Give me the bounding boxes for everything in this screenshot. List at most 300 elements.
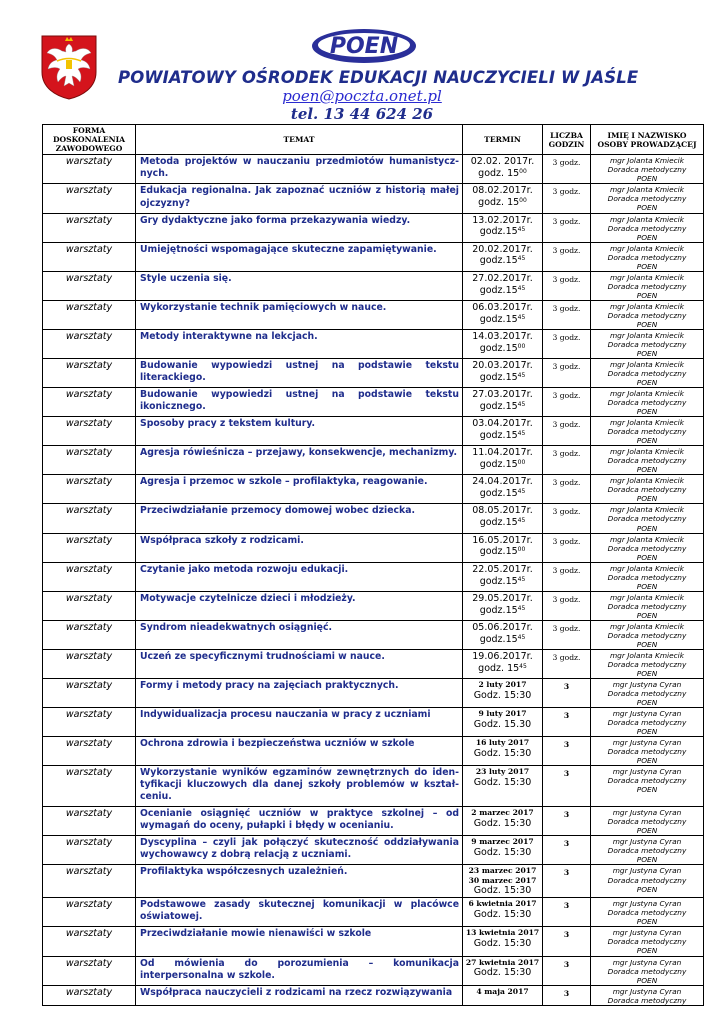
- leader-line: mgr Jolanta Kmiecik: [609, 621, 685, 631]
- leader-line: POEN: [636, 639, 658, 649]
- cell-termin: [463, 562, 543, 591]
- term-time-text: godz. 15: [478, 168, 520, 180]
- table-row: [43, 184, 704, 213]
- cell-forma: warsztaty: [43, 533, 136, 562]
- term-time-text: godz.15: [479, 400, 518, 412]
- cell-temat: Od mówienia do porozumienia – komunikacja interpersonalna w szkole.: [136, 956, 463, 985]
- term-time-text: godz. 15: [478, 662, 520, 674]
- cell-forma: warsztaty: [43, 213, 136, 242]
- cell-forma: warsztaty: [43, 184, 136, 213]
- cell-temat: Profilaktyka współczesnych uzależnień.: [136, 865, 463, 898]
- leader-line: mgr Justyna Cyran: [612, 899, 682, 909]
- term-time: [478, 168, 527, 179]
- term-time-text: godz.15: [479, 575, 518, 587]
- term-time: [480, 546, 526, 557]
- term-time-minutes: 45: [517, 575, 526, 583]
- cell-liczba-godzin: 3 godz.: [543, 329, 591, 358]
- cell-osoba-prowadzaca: [591, 898, 704, 927]
- cell-termin: [463, 649, 543, 678]
- leader-line: mgr Jolanta Kmiecik: [609, 156, 685, 166]
- leader-line: POEN: [636, 785, 658, 795]
- leader-line: Doradca metodyczny: [607, 966, 687, 976]
- term-time-text: Godz. 15:30: [473, 937, 532, 949]
- term-time-minutes: 45: [517, 284, 526, 292]
- cell-termin: [463, 358, 543, 387]
- cell-liczba-godzin: 3 godz.: [543, 388, 591, 417]
- term-date: 03.04.2017r.: [472, 418, 533, 430]
- cell-liczba-godzin: 3 godz.: [543, 649, 591, 678]
- term-time: [480, 226, 526, 237]
- cell-temat: Syndrom nieadekwatnych osiągnięć.: [136, 620, 463, 649]
- leader-line: POEN: [636, 261, 658, 271]
- term-time: [474, 818, 532, 829]
- leader-line: mgr Jolanta Kmiecik: [609, 505, 685, 515]
- cell-termin: [463, 271, 543, 300]
- cell-liczba-godzin: 3 godz.: [543, 184, 591, 213]
- cell-osoba-prowadzaca: [591, 242, 704, 271]
- cell-temat: Wykorzystanie technik pamięciowych w nauce.: [136, 300, 463, 329]
- term-time-text: Godz. 15:30: [473, 689, 532, 701]
- cell-temat: Sposoby pracy z tekstem kultury.: [136, 417, 463, 446]
- leader-line: mgr Jolanta Kmiecik: [609, 359, 685, 369]
- leader-line: Doradca metodyczny: [607, 252, 687, 262]
- leader-line: POEN: [636, 232, 658, 242]
- leader-line: POEN: [636, 465, 658, 475]
- term-time-text: Godz. 15:30: [473, 747, 532, 759]
- leader-line: mgr Jolanta Kmiecik: [609, 214, 685, 224]
- leader-line: Doradca metodyczny: [607, 572, 687, 582]
- leader-line: mgr Justyna Cyran: [612, 738, 682, 748]
- term-date: 2 marzec 2017: [471, 808, 534, 818]
- leader-line: mgr Jolanta Kmiecik: [609, 447, 685, 457]
- term-time-text: godz.15: [479, 546, 518, 558]
- cell-termin: [463, 927, 543, 956]
- term-date: 23 luty 2017: [475, 767, 530, 777]
- cell-liczba-godzin: 3 godz.: [543, 533, 591, 562]
- cell-osoba-prowadzaca: [591, 591, 704, 620]
- leader-line: POEN: [636, 174, 658, 184]
- leader-line: POEN: [636, 319, 658, 329]
- term-time-text: godz.15: [479, 604, 518, 616]
- term-date: 27 kwietnia 2017: [465, 957, 540, 967]
- term-time-minutes: 00: [519, 168, 527, 176]
- cell-osoba-prowadzaca: [591, 155, 704, 184]
- term-time-text: Godz. 15:30: [473, 776, 532, 788]
- cell-termin: [463, 956, 543, 985]
- cell-liczba-godzin: 3: [543, 865, 591, 898]
- cell-forma: warsztaty: [43, 620, 136, 649]
- term-date: 24.04.2017r.: [472, 476, 533, 488]
- leader-line: Doradca metodyczny: [607, 514, 687, 524]
- cell-termin: [463, 985, 543, 1005]
- leader-line: mgr Justyna Cyran: [612, 866, 682, 876]
- cell-liczba-godzin: 3 godz.: [543, 213, 591, 242]
- cell-temat: Umiejętności wspomagające skuteczne zapamiętywanie.: [136, 242, 463, 271]
- table-row: [43, 898, 704, 927]
- leader-line: Doradca metodyczny: [607, 369, 687, 379]
- leader-line: Doradca metodyczny: [607, 543, 687, 553]
- term-time-text: godz.15: [479, 488, 518, 500]
- table-row: [43, 927, 704, 956]
- cell-forma: warsztaty: [43, 300, 136, 329]
- term-time: [480, 488, 526, 499]
- term-time-minutes: 45: [517, 313, 526, 321]
- term-date: 14.03.2017r.: [472, 330, 533, 342]
- term-time-minutes: 45: [517, 488, 526, 496]
- cell-temat: Czytanie jako metoda rozwoju edukacji.: [136, 562, 463, 591]
- term-time-text: godz.15: [479, 633, 518, 645]
- header-osoby: IMIĘ I NAZWISKO OSOBY PROWADZĄCEJ: [591, 125, 704, 155]
- header-termin: TERMIN: [463, 125, 543, 155]
- cell-osoba-prowadzaca: [591, 807, 704, 836]
- cell-temat: Budowanie wypowiedzi ustnej na podstawie tekstu literackiego.: [136, 358, 463, 387]
- term-time-text: godz.15: [479, 313, 518, 325]
- table-row: [43, 329, 704, 358]
- term-time-minutes: 45: [517, 226, 526, 234]
- term-time-minutes: 45: [517, 400, 526, 408]
- cell-temat: Agresja i przemoc w szkole – profilaktyka, reagowanie.: [136, 475, 463, 504]
- leader-line: mgr Justyna Cyran: [612, 767, 682, 777]
- term-date: 19.06.2017r.: [472, 650, 533, 662]
- leader-line: mgr Justyna Cyran: [612, 680, 682, 690]
- cell-termin: [463, 329, 543, 358]
- cell-forma: warsztaty: [43, 242, 136, 271]
- cell-temat: Formy i metody pracy na zajęciach praktycznych.: [136, 679, 463, 708]
- leader-line: Doradca metodyczny: [607, 601, 687, 611]
- term-date: 13.02.2017r.: [472, 214, 533, 226]
- leader-line: Doradca metodyczny: [607, 165, 687, 175]
- cell-liczba-godzin: 3: [543, 708, 591, 737]
- leader-line: Doradca metodyczny: [607, 427, 687, 437]
- cell-temat: Ochrona zdrowia i bezpieczeństwa uczniów w szkole: [136, 737, 463, 766]
- leader-line: mgr Justyna Cyran: [612, 709, 682, 719]
- term-time: [480, 430, 526, 441]
- cell-temat: Ocenianie osiągnięć uczniów w praktyce szkolnej – od wymagań do oceny, pułapki i błędy w ocenianiu.: [136, 807, 463, 836]
- cell-osoba-prowadzaca: [591, 446, 704, 475]
- header-forma: FORMA DOSKONALENIA ZAWODOWEGO: [43, 125, 136, 155]
- cell-osoba-prowadzaca: [591, 649, 704, 678]
- leader-line: Doradca metodyczny: [607, 689, 687, 699]
- cell-osoba-prowadzaca: [591, 865, 704, 898]
- leader-line: Doradca metodyczny: [607, 875, 687, 885]
- leader-line: Doradca metodyczny: [607, 747, 687, 757]
- table-row: [43, 417, 704, 446]
- term-date: 11.04.2017r.: [472, 447, 533, 459]
- term-time: [480, 517, 526, 528]
- cell-termin: [463, 737, 543, 766]
- term-time: [474, 909, 532, 920]
- cell-liczba-godzin: 3 godz.: [543, 358, 591, 387]
- cell-termin: [463, 417, 543, 446]
- term-date: 2 luty 2017: [478, 680, 527, 690]
- term-date: 05.06.2017r.: [472, 621, 533, 633]
- cell-termin: [463, 388, 543, 417]
- term-time-minutes: 45: [517, 430, 526, 438]
- cell-temat: Metody interaktywne na lekcjach.: [136, 329, 463, 358]
- cell-forma: warsztaty: [43, 836, 136, 865]
- leader-line: mgr Justyna Cyran: [612, 986, 682, 996]
- term-time: [480, 343, 526, 354]
- leader-line: POEN: [636, 756, 658, 766]
- table-row: [43, 446, 704, 475]
- term-time-minutes: 00: [517, 342, 526, 350]
- leader-line: POEN: [636, 698, 658, 708]
- leader-line: POEN: [636, 946, 658, 956]
- document-header: [0, 0, 724, 124]
- leader-line: POEN: [636, 407, 658, 417]
- term-date: 08.02.2017r.: [472, 185, 533, 197]
- leader-line: Doradca metodyczny: [607, 398, 687, 408]
- table-row: [43, 807, 704, 836]
- cell-temat: Budowanie wypowiedzi ustnej na podstawie tekstu ikonicznego.: [136, 388, 463, 417]
- cell-forma: warsztaty: [43, 649, 136, 678]
- term-time-minutes: 45: [517, 604, 526, 612]
- term-date: 30 marzec 2017: [468, 875, 537, 885]
- cell-forma: warsztaty: [43, 766, 136, 807]
- cell-termin: [463, 504, 543, 533]
- term-time-minutes: 45: [517, 371, 526, 379]
- cell-termin: [463, 836, 543, 865]
- term-date: 20.02.2017r.: [472, 243, 533, 255]
- term-date: 6 kwietnia 2017: [468, 899, 537, 909]
- term-time-minutes: 45: [517, 255, 526, 263]
- cell-forma: warsztaty: [43, 807, 136, 836]
- leader-line: Doradca metodyczny: [607, 339, 687, 349]
- table-row: [43, 591, 704, 620]
- cell-termin: [463, 184, 543, 213]
- leader-line: POEN: [636, 203, 658, 213]
- term-date: 06.03.2017r.: [472, 301, 533, 313]
- term-time-text: Godz. 15.30: [473, 718, 532, 730]
- cell-liczba-godzin: 3: [543, 985, 591, 1005]
- term-date: 9 marzec 2017: [471, 837, 534, 847]
- table-row: [43, 300, 704, 329]
- cell-forma: warsztaty: [43, 737, 136, 766]
- cell-forma: warsztaty: [43, 865, 136, 898]
- leader-line: Doradca metodyczny: [607, 456, 687, 466]
- header-liczba-godzin: LICZBA GODZIN: [543, 125, 591, 155]
- term-date: 20.03.2017r.: [472, 359, 533, 371]
- cell-forma: warsztaty: [43, 591, 136, 620]
- cell-termin: [463, 898, 543, 927]
- cell-forma: warsztaty: [43, 504, 136, 533]
- term-time: [480, 285, 526, 296]
- cell-forma: warsztaty: [43, 388, 136, 417]
- table-row: [43, 504, 704, 533]
- cell-osoba-prowadzaca: [591, 620, 704, 649]
- cell-temat: Współpraca nauczycieli z rodzicami na rzecz rozwiązywania: [136, 985, 463, 1005]
- term-time: [474, 885, 532, 896]
- training-schedule-table: [42, 124, 704, 1006]
- cell-liczba-godzin: 3 godz.: [543, 475, 591, 504]
- term-time: [478, 197, 527, 208]
- leader-line: POEN: [636, 436, 658, 446]
- term-time: [474, 777, 532, 788]
- term-time-text: godz.15: [479, 226, 518, 238]
- table-row: [43, 155, 704, 184]
- table-row: [43, 475, 704, 504]
- cell-temat: Uczeń ze specyficznymi trudnościami w nauce.: [136, 649, 463, 678]
- leader-line: POEN: [636, 552, 658, 562]
- cell-termin: [463, 213, 543, 242]
- table-row: [43, 649, 704, 678]
- cell-temat: Agresja rówieśnicza – przejawy, konsekwencje, mechanizmy.: [136, 446, 463, 475]
- table-row: [43, 358, 704, 387]
- poen-logo: [308, 26, 420, 66]
- cell-liczba-godzin: 3 godz.: [543, 242, 591, 271]
- leader-line: mgr Jolanta Kmiecik: [609, 418, 685, 428]
- cell-temat: Style uczenia się.: [136, 271, 463, 300]
- email-link[interactable]: poen@poczta.onet.pl: [282, 87, 442, 105]
- term-date: 16 luty 2017: [475, 738, 530, 748]
- cell-forma: warsztaty: [43, 679, 136, 708]
- institution-name: POWIATOWY OŚRODEK EDUKACJI NAUCZYCIELI W JAŚLE: [118, 68, 639, 87]
- table-header-row: [43, 125, 704, 155]
- cell-liczba-godzin: 3 godz.: [543, 271, 591, 300]
- header-temat: TEMAT: [136, 125, 463, 155]
- term-time: [480, 605, 526, 616]
- term-time: [474, 967, 532, 978]
- table-row: [43, 865, 704, 898]
- cell-forma: warsztaty: [43, 985, 136, 1005]
- leader-line: Doradca metodyczny: [607, 995, 687, 1005]
- table-row: [43, 956, 704, 985]
- leader-line: Doradca metodyczny: [607, 630, 687, 640]
- leader-line: POEN: [636, 523, 658, 533]
- term-time: [474, 748, 532, 759]
- leader-line: POEN: [636, 494, 658, 504]
- leader-line: mgr Justyna Cyran: [612, 808, 682, 818]
- leader-line: mgr Jolanta Kmiecik: [609, 650, 685, 660]
- leader-line: mgr Justyna Cyran: [612, 837, 682, 847]
- leader-line: POEN: [636, 581, 658, 591]
- term-time-text: godz.15: [479, 459, 518, 471]
- cell-forma: warsztaty: [43, 562, 136, 591]
- cell-forma: warsztaty: [43, 271, 136, 300]
- cell-osoba-prowadzaca: [591, 836, 704, 865]
- term-date: 4 maja 2017: [476, 986, 529, 996]
- cell-osoba-prowadzaca: [591, 300, 704, 329]
- leader-line: mgr Jolanta Kmiecik: [609, 272, 685, 282]
- cell-liczba-godzin: 3 godz.: [543, 446, 591, 475]
- term-time-text: Godz. 15:30: [473, 908, 532, 920]
- cell-liczba-godzin: 3 godz.: [543, 591, 591, 620]
- term-time-minutes: 00: [517, 459, 526, 467]
- term-time: [474, 690, 532, 701]
- leader-line: POEN: [636, 290, 658, 300]
- cell-liczba-godzin: 3 godz.: [543, 562, 591, 591]
- term-time: [474, 719, 531, 730]
- cell-liczba-godzin: 3: [543, 927, 591, 956]
- cell-osoba-prowadzaca: [591, 417, 704, 446]
- leader-line: Doradca metodyczny: [607, 817, 687, 827]
- term-date: 9 luty 2017: [478, 709, 527, 719]
- cell-forma: warsztaty: [43, 329, 136, 358]
- cell-termin: [463, 766, 543, 807]
- cell-forma: warsztaty: [43, 446, 136, 475]
- cell-temat: Współpraca szkoły z rodzicami.: [136, 533, 463, 562]
- cell-osoba-prowadzaca: [591, 766, 704, 807]
- term-time-minutes: 45: [517, 517, 526, 525]
- cell-osoba-prowadzaca: [591, 504, 704, 533]
- term-date: 27.02.2017r.: [472, 272, 533, 284]
- leader-line: POEN: [636, 668, 658, 678]
- leader-line: POEN: [636, 610, 658, 620]
- table-row: [43, 620, 704, 649]
- term-time-text: Godz. 15:30: [473, 885, 532, 897]
- cell-osoba-prowadzaca: [591, 956, 704, 985]
- term-time: [480, 401, 526, 412]
- svg-text:POEN: POEN: [329, 34, 399, 59]
- table-row: [43, 533, 704, 562]
- table-row: [43, 985, 704, 1005]
- table-row: [43, 836, 704, 865]
- term-time: [480, 576, 526, 587]
- term-time: [480, 459, 526, 470]
- cell-temat: Przeciwdziałanie przemocy domowej wobec dziecka.: [136, 504, 463, 533]
- term-date: 02.02. 2017r.: [470, 156, 535, 168]
- term-date: 22.05.2017r.: [472, 563, 533, 575]
- leader-line: Doradca metodyczny: [607, 776, 687, 786]
- cell-termin: [463, 446, 543, 475]
- leader-line: mgr Jolanta Kmiecik: [609, 592, 685, 602]
- leader-line: Doradca metodyczny: [607, 846, 687, 856]
- leader-line: Doradca metodyczny: [607, 223, 687, 233]
- cell-termin: [463, 533, 543, 562]
- cell-liczba-godzin: 3: [543, 679, 591, 708]
- cell-liczba-godzin: 3 godz.: [543, 300, 591, 329]
- cell-termin: [463, 620, 543, 649]
- table-row: [43, 242, 704, 271]
- cell-termin: [463, 300, 543, 329]
- leader-line: POEN: [636, 917, 658, 927]
- cell-forma: warsztaty: [43, 155, 136, 184]
- term-date: 23 marzec 2017: [468, 866, 537, 876]
- leader-line: mgr Jolanta Kmiecik: [609, 301, 685, 311]
- cell-termin: [463, 475, 543, 504]
- cell-temat: Wykorzystanie wyników egzaminów zewnętrznych do iden-tyfikacji kluczowych dla danej szkoły problemów w kształ-ceniu.: [136, 766, 463, 807]
- cell-termin: [463, 679, 543, 708]
- term-date: 29.05.2017r.: [472, 592, 533, 604]
- term-date: 13 kwietnia 2017: [465, 928, 540, 938]
- cell-osoba-prowadzaca: [591, 388, 704, 417]
- cell-forma: warsztaty: [43, 475, 136, 504]
- term-time-minutes: 00: [517, 546, 526, 554]
- leader-line: POEN: [636, 378, 658, 388]
- table-row: [43, 708, 704, 737]
- cell-liczba-godzin: 3 godz.: [543, 417, 591, 446]
- term-time-minutes: 45: [517, 633, 526, 641]
- leader-line: mgr Jolanta Kmiecik: [609, 185, 685, 195]
- cell-forma: warsztaty: [43, 358, 136, 387]
- leader-line: POEN: [636, 855, 658, 865]
- leader-line: POEN: [636, 727, 658, 737]
- cell-termin: [463, 591, 543, 620]
- cell-forma: warsztaty: [43, 898, 136, 927]
- cell-termin: [463, 865, 543, 898]
- table-row: [43, 562, 704, 591]
- cell-forma: warsztaty: [43, 417, 136, 446]
- cell-liczba-godzin: 3 godz.: [543, 620, 591, 649]
- leader-line: mgr Jolanta Kmiecik: [609, 563, 685, 573]
- leader-line: Doradca metodyczny: [607, 908, 687, 918]
- leader-line: Doradca metodyczny: [607, 194, 687, 204]
- cell-liczba-godzin: 3: [543, 737, 591, 766]
- cell-osoba-prowadzaca: [591, 184, 704, 213]
- cell-liczba-godzin: 3 godz.: [543, 155, 591, 184]
- term-time: [480, 314, 526, 325]
- cell-osoba-prowadzaca: [591, 562, 704, 591]
